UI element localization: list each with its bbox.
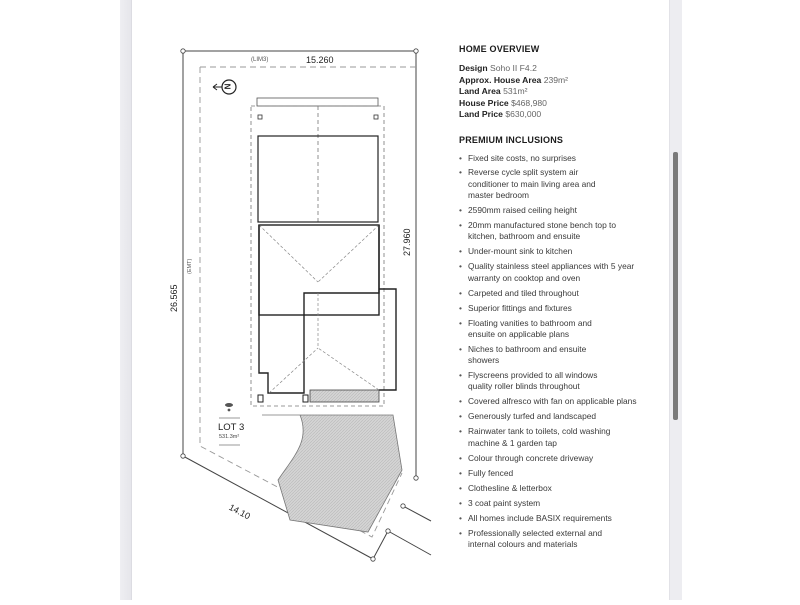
overview-row-design: Design Soho II F4.2 — [459, 63, 537, 73]
list-item: • Generously turfed and landscaped — [459, 411, 659, 422]
top-note: (LIM3) — [251, 57, 269, 63]
list-item: • Flyscreens provided to all windows quality roller blinds throughout — [459, 370, 618, 393]
left-note: (EMT) — [187, 258, 193, 274]
list-item: • Covered alfresco with fan on applicable plans — [459, 396, 648, 407]
scrollbar[interactable] — [669, 0, 682, 600]
list-item: • Quality stainless steel appliances with 5 year warranty on cooktop and oven — [459, 261, 638, 284]
list-item: • Niches to bathroom and ensuite showers — [459, 344, 588, 367]
bottom-dimension: 14.10 — [227, 502, 252, 522]
overview-row-land-price: Land Price $630,000 — [459, 109, 542, 119]
list-item: • Fixed site costs, no surprises — [459, 153, 659, 164]
overview-heading: HOME OVERVIEW — [459, 44, 540, 54]
scrollbar-thumb[interactable] — [673, 152, 678, 420]
list-item: • Professionally selected external and internal colours and materials — [459, 528, 628, 551]
overview-row-land-area: Land Area 531m² — [459, 86, 528, 96]
list-item: • All homes include BASIX requirements — [459, 513, 659, 524]
right-dimension: 27.960 — [402, 228, 412, 256]
inclusions-heading: PREMIUM INCLUSIONS — [459, 134, 564, 145]
overview-row-house-price: House Price $468,980 — [459, 97, 547, 108]
lot-label: LOT 3 — [218, 422, 245, 433]
list-item: • Reverse cycle split system air conditioner to main living area and master bedroom — [459, 167, 618, 201]
list-item: • Fully fenced — [459, 468, 659, 479]
left-dimension: 26.565 — [169, 284, 179, 312]
list-item: • 20mm manufactured stone bench top to kitchen, bathroom and ensuite — [459, 220, 628, 243]
inclusions-list — [459, 153, 659, 551]
overview-row-house-area: Approx. House Area 239m² — [459, 74, 569, 85]
list-item: • Under-mount sink to kitchen — [459, 246, 659, 257]
site-plan — [131, 0, 441, 600]
overview-list — [459, 63, 659, 121]
list-item: • 2590mm raised ceiling height — [459, 205, 659, 216]
list-item: • Rainwater tank to toilets, cold washing machine & 1 garden tap — [459, 426, 618, 449]
list-item: • Colour through concrete driveway — [459, 453, 659, 464]
list-item: • Superior fittings and fixtures — [459, 303, 659, 314]
north-label: N — [223, 83, 233, 90]
list-item: • Clothesline & letterbox — [459, 483, 659, 494]
top-dimension: 15.260 — [306, 55, 334, 65]
list-item: • Carpeted and tiled throughout — [459, 288, 659, 299]
list-item: • Floating vanities to bathroom and ensuite on applicable plans — [459, 318, 618, 341]
info-panel — [459, 44, 659, 554]
list-item: • 3 coat paint system — [459, 498, 659, 509]
lot-area: 531.3m² — [219, 434, 240, 440]
